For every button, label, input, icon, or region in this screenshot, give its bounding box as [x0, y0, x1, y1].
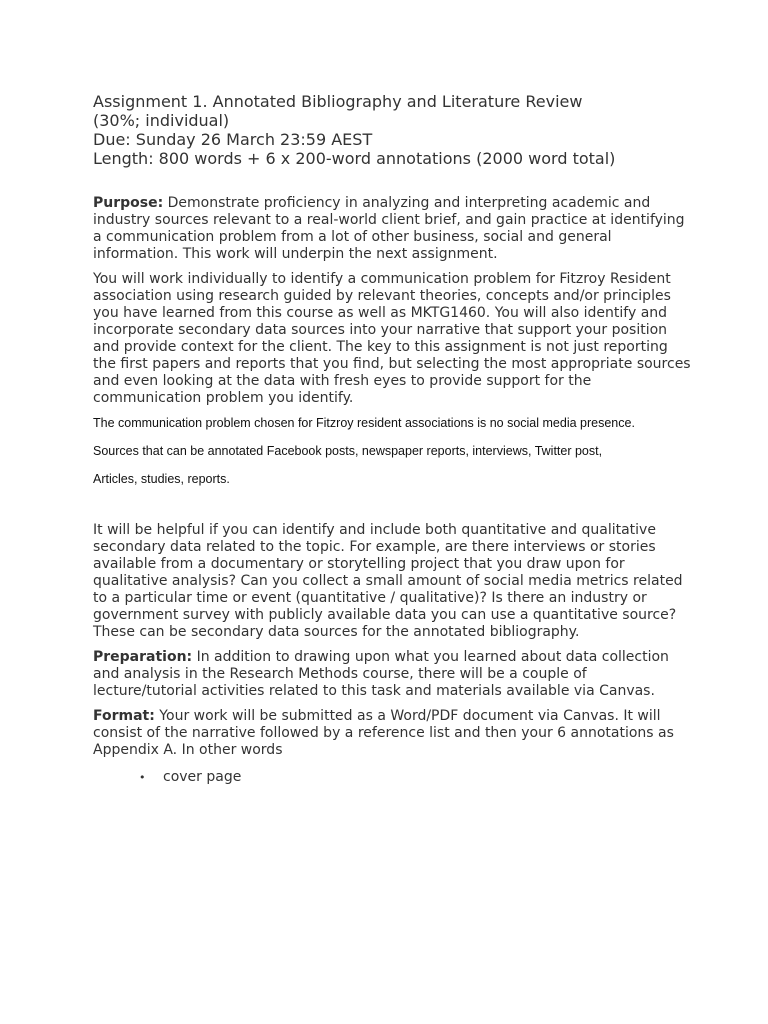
preparation-paragraph [93, 649, 693, 700]
format-paragraph [93, 708, 693, 759]
sources-note: Sources that can be annotated Facebook posts, newspaper reports, interviews, Twitter post, [93, 444, 603, 458]
bullet-icon: • [139, 771, 146, 784]
purpose-label: Purpose: [93, 195, 164, 211]
assignment-header [93, 92, 693, 168]
list-item-text: cover page [163, 769, 242, 785]
length-requirement: Length: 800 words + 6 x 200-word annotations (2000 word total) [93, 149, 616, 168]
purpose-text: Demonstrate proficiency in analyzing and interpreting academic and industry sources relevant to a real-world client brief, and gain practice at identifying a communication problem from a lot of other business, social and general information. This work will underpin the next assignment. [93, 195, 685, 262]
list-item [93, 769, 693, 786]
format-text: Your work will be submitted as a Word/PDF document via Canvas. It will consist of the narrative followed by a reference list and then your 6 annotations as Appendix A. In other words [93, 708, 674, 758]
work-paragraph: You will work individually to identify a communication problem for Fitzroy Resident association using research guided by relevant theories, concepts and/or principles you have learned from this course as well as MKTG1460. You will also identify and incorporate secondary data sources into your narrative that support your position and provide context for the client. The key to this assignment is not just reporting the first papers and reports that you find, but selecting the most appropriate sources and even looking at the data with fresh eyes to provide support for the communication problem you identify. [93, 271, 691, 406]
document-page [93, 92, 693, 786]
assignment-weighting: (30%; individual) [93, 111, 230, 130]
preparation-label: Preparation: [93, 649, 193, 665]
communication-problem-note: The communication problem chosen for Fitzroy resident associations is no social media presence. [93, 416, 635, 430]
format-label: Format: [93, 708, 155, 724]
assignment-title: Assignment 1. Annotated Bibliography and Literature Review [93, 92, 583, 111]
secondary-data-paragraph: It will be helpful if you can identify and include both quantitative and qualitative secondary data related to the topic. For example, are there interviews or stories available from a documentary or storytelling project that you draw upon for qualitative analysis? Can you collect a small amount of social media metrics related to a particular time or event (quantitative / qualitative)? Is there an industry or government survey with publicly available data you can use a quantitative source? These can be secondary data sources for the annotated bibliography. [93, 522, 683, 640]
preparation-text: In addition to drawing upon what you learned about data collection and analysis in the Research Methods course, there will be a couple of lecture/tutorial activities related to this task and materials available via Canvas. [93, 649, 669, 699]
purpose-paragraph [93, 195, 693, 263]
due-date: Due: Sunday 26 March 23:59 AEST [93, 130, 373, 149]
sources-note-continued: Articles, studies, reports. [93, 472, 230, 486]
format-list [93, 769, 693, 786]
